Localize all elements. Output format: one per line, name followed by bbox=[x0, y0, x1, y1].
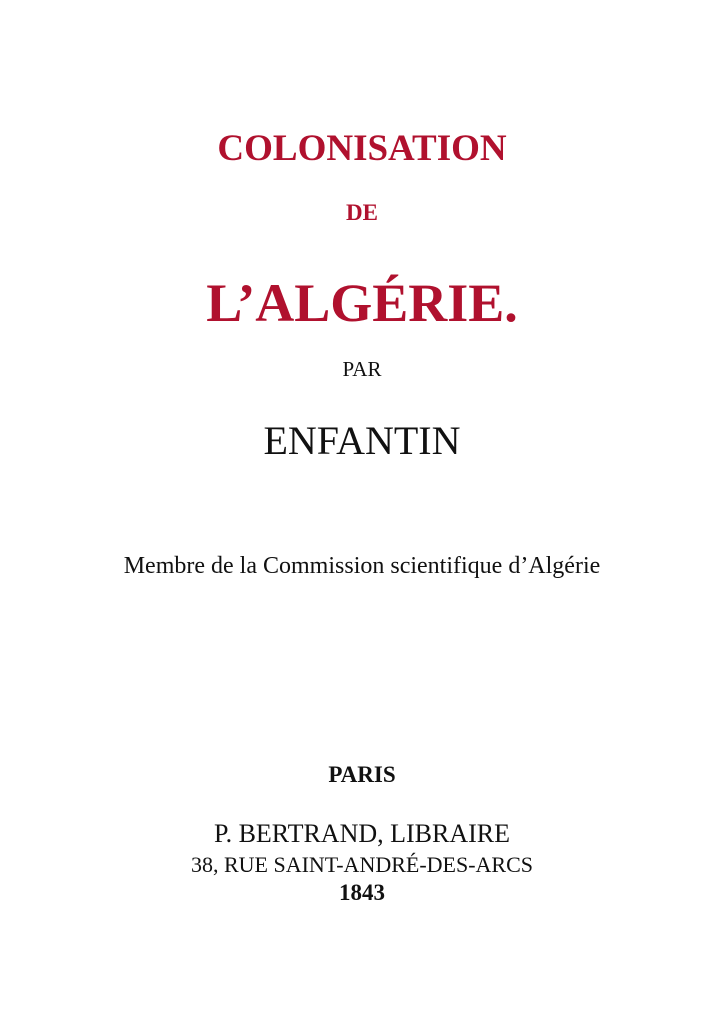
title-line-algerie: L’ALGÉRIE. bbox=[206, 273, 518, 333]
author-role: Membre de la Commission scientifique d’Algérie bbox=[123, 553, 601, 579]
imprint-year: 1843 bbox=[339, 880, 385, 905]
imprint-city: PARIS bbox=[328, 762, 396, 787]
imprint-address: 38, RUE SAINT-ANDRÉ-DES-ARCS bbox=[190, 852, 534, 877]
title-line-de: DE bbox=[346, 200, 378, 225]
imprint-publisher: P. BERTRAND, LIBRAIRE bbox=[213, 819, 511, 848]
byline-par: PAR bbox=[342, 357, 382, 381]
author-name: ENFANTIN bbox=[263, 418, 461, 463]
title-line-colonisation: COLONISATION bbox=[217, 128, 507, 169]
